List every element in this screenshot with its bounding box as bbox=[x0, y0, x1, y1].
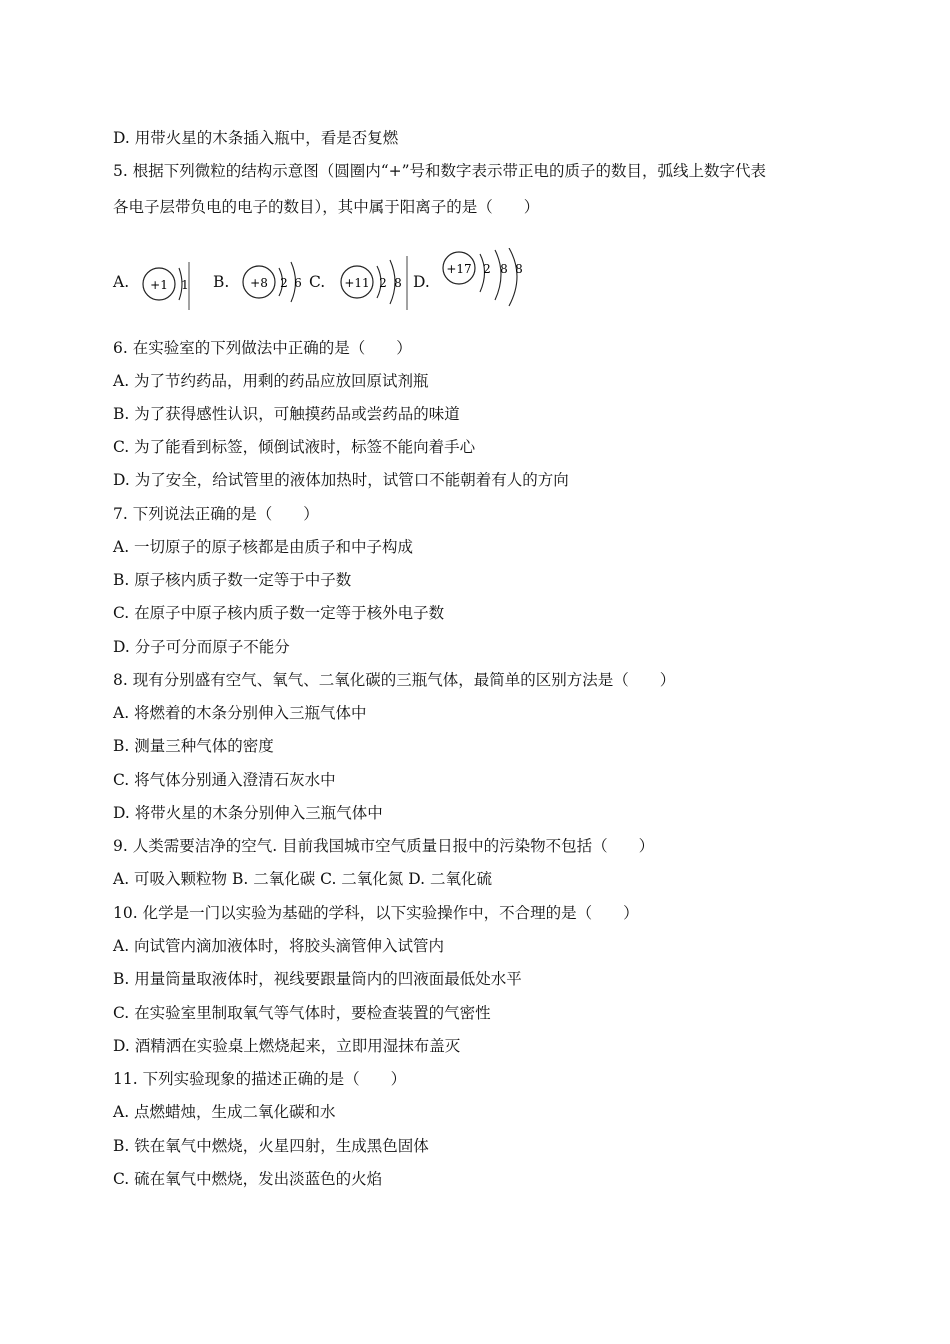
question-10: 10. 化学是一门以实验为基础的学科，以下实验操作中，不合理的是（ ） bbox=[113, 904, 639, 922]
question-5-stem: 5. 根据下列微粒的结构示意图（圆圈内“+”号和数字表示带正电的质子的数目，弧线上数字代表 bbox=[113, 162, 767, 180]
option-a-label: A. bbox=[113, 273, 130, 291]
nucleus-label: +17 bbox=[446, 262, 472, 276]
option: C. 在实验室里制取氧气等气体时，要检查装置的气密性 bbox=[113, 1004, 491, 1022]
option: A. 向试管内滴加液体时，将胶头滴管伸入试管内 bbox=[113, 937, 445, 955]
nucleus-label: +11 bbox=[344, 276, 370, 290]
option: C. 将气体分别通入澄清石灰水中 bbox=[113, 771, 336, 789]
shell-count: 8 bbox=[515, 262, 523, 276]
option: B. 测量三种气体的密度 bbox=[113, 737, 274, 755]
option: B. 铁在氧气中燃烧，火星四射，生成黑色固体 bbox=[113, 1137, 429, 1155]
question-7: 7. 下列说法正确的是（ ） bbox=[113, 505, 319, 523]
option: A. 点燃蜡烛，生成二氧化碳和水 bbox=[113, 1103, 336, 1121]
text-line: D. 用带火星的木条插入瓶中，看是否复燃 bbox=[113, 129, 399, 147]
option: D. 为了安全，给试管里的液体加热时，试管口不能朝着有人的方向 bbox=[113, 471, 569, 489]
question-5-stem-cont: 各电子层带负电的电子的数目），其中属于阳离子的是（ ） bbox=[113, 198, 540, 216]
shell-count: 8 bbox=[394, 276, 402, 290]
option: D. 分子可分而原子不能分 bbox=[113, 638, 290, 656]
option: D. 酒精洒在实验桌上燃烧起来，立即用湿抹布盖灭 bbox=[113, 1037, 461, 1055]
question-11: 11. 下列实验现象的描述正确的是（ ） bbox=[113, 1070, 407, 1088]
option: A. 可吸入颗粒物 B. 二氧化碳 C. 二氧化氮 D. 二氧化硫 bbox=[113, 870, 492, 888]
option: C. 在原子中原子核内质子数一定等于核外电子数 bbox=[113, 604, 445, 622]
atom-diagram-c bbox=[333, 252, 423, 314]
atom-structure-diagrams bbox=[113, 252, 573, 314]
shell-count: 2 bbox=[483, 262, 491, 276]
option: D. 将带火星的木条分别伸入三瓶气体中 bbox=[113, 804, 383, 822]
atom-diagram-a bbox=[135, 252, 225, 314]
atom-diagram-d bbox=[437, 248, 547, 310]
option: B. 为了获得感性认识，可触摸药品或尝药品的味道 bbox=[113, 405, 460, 423]
option: B. 用量筒量取液体时，视线要跟量筒内的凹液面最低处水平 bbox=[113, 970, 522, 988]
shell-count: 2 bbox=[379, 276, 387, 290]
option-c-label: C. bbox=[309, 273, 326, 291]
nucleus-label: +1 bbox=[150, 278, 168, 292]
shell-count: 2 bbox=[280, 276, 288, 290]
shell-count: 1 bbox=[181, 278, 189, 292]
option: A. 为了节约药品，用剩的药品应放回原试剂瓶 bbox=[113, 372, 429, 390]
option: A. 一切原子的原子核都是由质子和中子构成 bbox=[113, 538, 414, 556]
option-d-label: D. bbox=[413, 273, 430, 291]
option: B. 原子核内质子数一定等于中子数 bbox=[113, 571, 352, 589]
shell-count: 6 bbox=[294, 276, 302, 290]
question-9: 9. 人类需要洁净的空气. 目前我国城市空气质量日报中的污染物不包括（ ） bbox=[113, 837, 655, 855]
shell-count: 8 bbox=[500, 262, 508, 276]
option: A. 将燃着的木条分别伸入三瓶气体中 bbox=[113, 704, 367, 722]
option-b-label: B. bbox=[213, 273, 230, 291]
atom-diagram-b bbox=[237, 252, 317, 314]
option: C. 为了能看到标签，倾倒试液时，标签不能向着手心 bbox=[113, 438, 476, 456]
question-6: 6. 在实验室的下列做法中正确的是（ ） bbox=[113, 339, 412, 357]
nucleus-label: +8 bbox=[250, 276, 268, 290]
question-8: 8. 现有分别盛有空气、氧气、二氧化碳的三瓶气体，最简单的区别方法是（ ） bbox=[113, 671, 676, 689]
option: C. 硫在氧气中燃烧，发出淡蓝色的火焰 bbox=[113, 1170, 383, 1188]
